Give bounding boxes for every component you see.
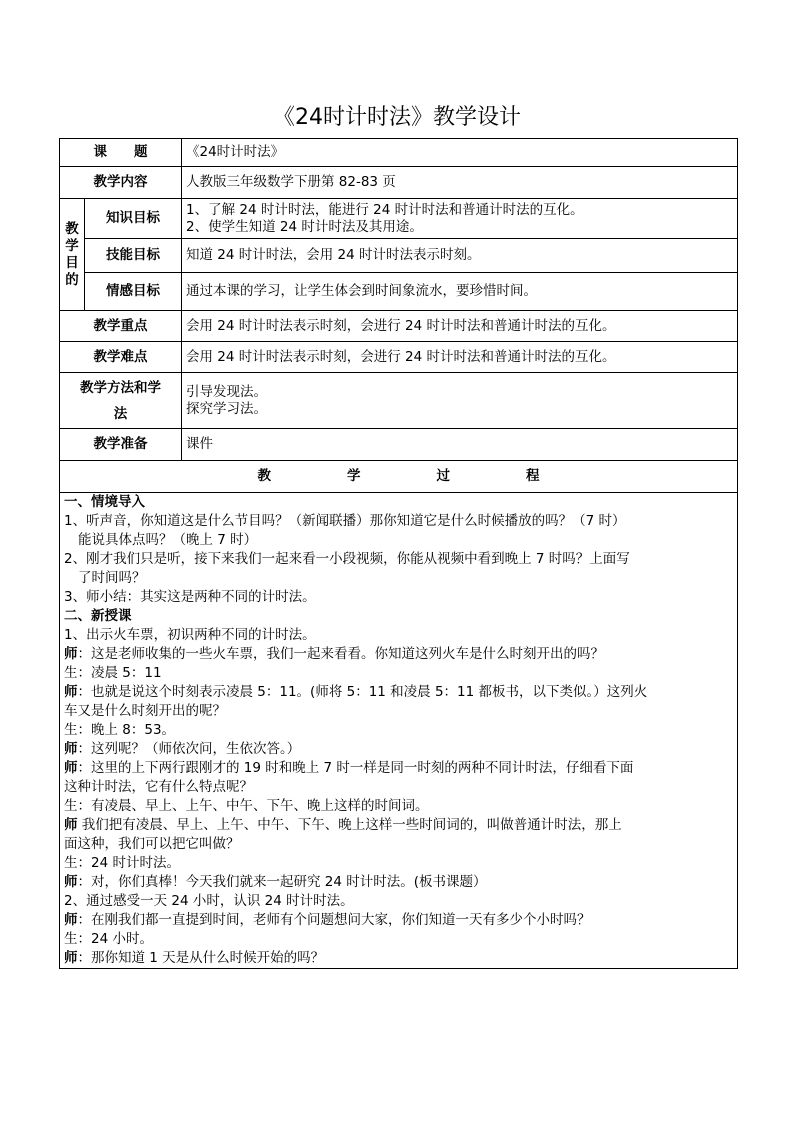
document-title: 《24时计时法》教学设计 xyxy=(273,105,521,130)
knowledge-line-2: 2、使学生知道 24 时计时法及其用途。 xyxy=(186,218,423,235)
process-line: 1、出示火车票，初识两种不同的计时法。 xyxy=(64,627,316,643)
process-line: 生：晚上 8：53。 xyxy=(64,722,176,738)
process-header-2: 学 xyxy=(347,468,361,484)
goals-side-text: 教学目的 xyxy=(65,220,79,288)
dialogue-line xyxy=(64,645,733,664)
dialogue-text: ：这列呢？（师依次问，生依次答。） xyxy=(77,741,301,757)
process-header-4: 程 xyxy=(526,468,540,484)
speaker-teacher: 师 xyxy=(64,950,78,966)
prep-label: 教学准备 xyxy=(60,429,182,461)
key-label: 教学重点 xyxy=(60,311,182,342)
speaker-teacher: 师 xyxy=(64,817,78,833)
process-line: 2、通过感受一天 24 小时，认识 24 时计时法。 xyxy=(64,893,354,909)
row-content xyxy=(60,167,738,199)
dialogue-line xyxy=(64,683,733,702)
process-line: 1、听声音，你知道这是什么节目吗？（新闻联播）那你知道它是什么时候播放的吗？（7 时） xyxy=(64,513,626,529)
process-line: 生：有凌晨、早上、上午、中午、下午、晚上这样的时间词。 xyxy=(64,798,429,814)
knowledge-label: 知识目标 xyxy=(85,199,182,239)
difficulty-value: 会用 24 时计时法表示时刻，会进行 24 时计时法和普通计时法的互化。 xyxy=(182,342,738,373)
prep-value: 课件 xyxy=(182,429,738,461)
method-label-line-2: 法 xyxy=(113,405,128,422)
knowledge-value xyxy=(182,199,738,239)
row-emotion xyxy=(60,273,738,311)
speaker-teacher: 师 xyxy=(64,760,78,776)
process-line: 了时间吗？ xyxy=(78,570,146,586)
process-line: 能说具体点吗？（晚上 7 时） xyxy=(78,532,258,548)
goals-side-label xyxy=(60,199,85,311)
speaker-teacher: 师 xyxy=(64,646,78,662)
row-skill xyxy=(60,239,738,273)
process-line: 生：24 小时。 xyxy=(64,931,153,947)
dialogue-text: 我们把有凌晨、早上、上午、中午、下午、晚上这样一些时间词的，叫做普通计时法，那上 xyxy=(77,817,622,833)
method-label-line-1: 教学方法和学 xyxy=(80,379,161,396)
dialogue-line xyxy=(64,873,733,892)
dialogue-line xyxy=(64,816,733,835)
dialogue-text: ：这里的上下两行跟刚才的 19 时和晚上 7 时一样是同一时刻的两种不同计时法，仔细看下面 xyxy=(77,760,634,776)
lesson-plan-table xyxy=(59,138,738,969)
dialogue-line xyxy=(64,759,733,778)
section-heading-2: 二、新授课 xyxy=(64,608,132,624)
process-line: 生：凌晨 5：11 xyxy=(64,665,162,681)
dialogue-line xyxy=(64,911,733,930)
dialogue-text: ：那你知道 1 天是从什么时候开始的吗？ xyxy=(77,950,325,966)
row-prep xyxy=(60,429,738,461)
dialogue-line xyxy=(64,949,733,968)
key-value: 会用 24 时计时法表示时刻，会进行 24 时计时法和普通计时法的互化。 xyxy=(182,311,738,342)
process-header xyxy=(60,461,738,493)
method-value xyxy=(182,373,738,429)
row-knowledge xyxy=(60,199,738,239)
dialogue-text: ：对，你们真棒！今天我们就来一起研究 24 时计时法。(板书课题） xyxy=(77,874,487,890)
dialogue-text: ：在刚我们都一直提到时间，老师有个问题想问大家，你们知道一天有多少个小时吗？ xyxy=(77,912,591,928)
speaker-teacher: 师 xyxy=(64,741,78,757)
content-label: 教学内容 xyxy=(60,167,182,199)
dialogue-line xyxy=(64,740,733,759)
method-line-2: 探究学习法。 xyxy=(186,400,267,417)
process-header-1: 教 xyxy=(257,468,271,484)
row-method xyxy=(60,373,738,429)
emotion-value: 通过本课的学习，让学生体会到时间象流水，要珍惜时间。 xyxy=(182,273,738,311)
row-process-body xyxy=(60,493,738,969)
process-line: 车又是什么时刻开出的呢？ xyxy=(64,703,226,719)
process-line: 3、师小结：其实这是两种不同的计时法。 xyxy=(64,589,316,605)
row-topic xyxy=(60,139,738,167)
process-body xyxy=(60,493,738,969)
content-value: 人教版三年级数学下册第 82-83 页 xyxy=(182,167,738,199)
skill-value: 知道 24 时计时法，会用 24 时计时法表示时刻。 xyxy=(182,239,738,273)
section-heading-1: 一、情境导入 xyxy=(64,494,145,510)
topic-label: 课 题 xyxy=(60,139,182,167)
process-line: 这种计时法，它有什么特点呢？ xyxy=(64,779,253,795)
process-line: 面这种，我们可以把它叫做？ xyxy=(64,836,240,852)
topic-value: 《24时计时法》 xyxy=(182,139,738,167)
process-line: 2、刚才我们只是听，接下来我们一起来看一小段视频，你能从视频中看到晚上 7 时吗？上面写 xyxy=(64,551,630,567)
method-line-1: 引导发现法。 xyxy=(186,383,267,400)
speaker-teacher: 师 xyxy=(64,684,78,700)
speaker-teacher: 师 xyxy=(64,874,78,890)
emotion-label: 情感目标 xyxy=(85,273,182,311)
dialogue-text: ：也就是说这个时刻表示凌晨 5：11。(师将 5：11 和凌晨 5：11 都板书，以下类似。）这列火 xyxy=(77,684,648,700)
process-header-3: 过 xyxy=(436,468,450,484)
row-process-header xyxy=(60,461,738,493)
row-key xyxy=(60,311,738,342)
row-difficulty xyxy=(60,342,738,373)
skill-label: 技能目标 xyxy=(85,239,182,273)
dialogue-text: ：这是老师收集的一些火车票，我们一起来看看。你知道这列火车是什么时刻开出的吗？ xyxy=(77,646,604,662)
difficulty-label: 教学难点 xyxy=(60,342,182,373)
knowledge-line-1: 1、了解 24 时计时法，能进行 24 时计时法和普通计时法的互化。 xyxy=(186,201,584,218)
speaker-teacher: 师 xyxy=(64,912,78,928)
method-label xyxy=(60,373,182,429)
process-line: 生：24 时计时法。 xyxy=(64,855,180,871)
